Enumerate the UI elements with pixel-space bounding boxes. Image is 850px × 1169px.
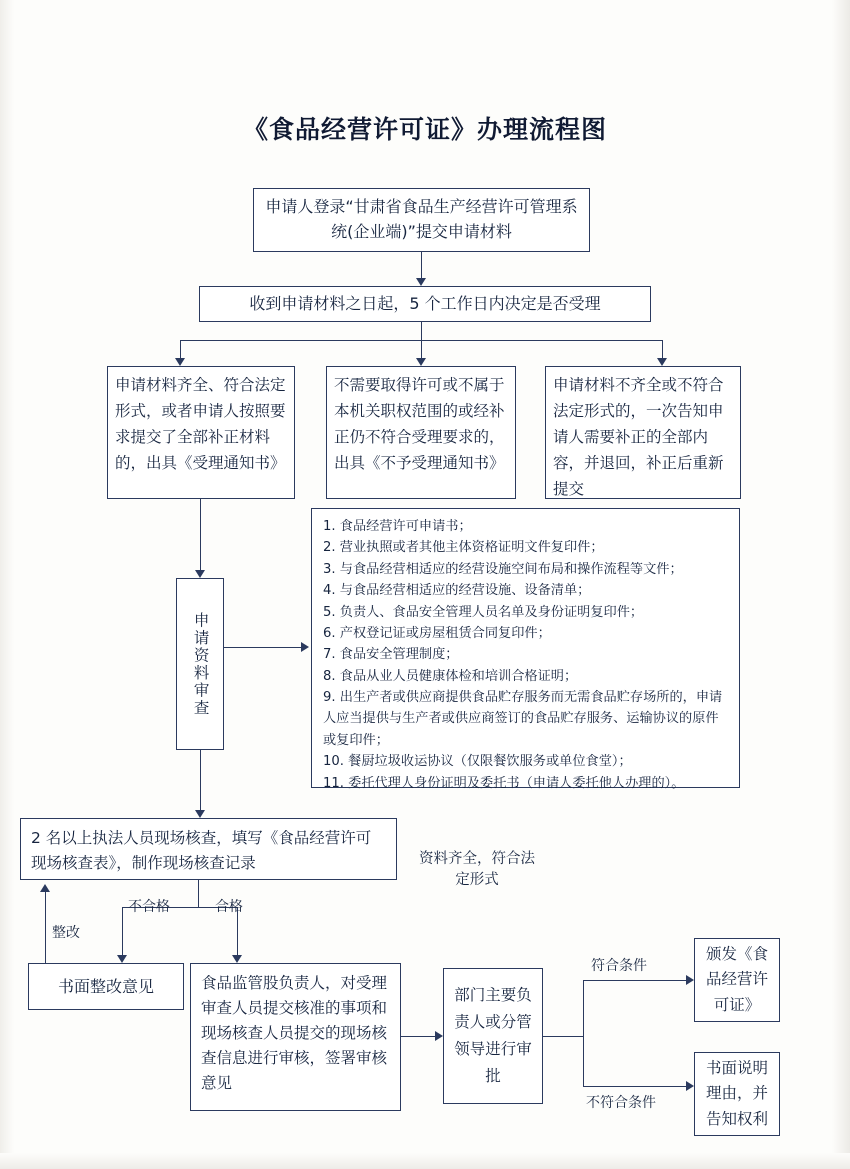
node-onsite-inspection-text: 2 名以上执法人员现场核查，填写《食品经营许可现场核查表》，制作现场核查记录 bbox=[31, 829, 372, 872]
arrowhead-to-accept bbox=[175, 358, 185, 366]
connector-decision-stem bbox=[421, 322, 422, 340]
arrowhead-accept-to-review bbox=[195, 570, 205, 578]
node-supplement-materials-text: 申请材料不齐全或不符合法定形式的，一次告知申请人需要补正的全部内容，并退回，补正后重新提交 bbox=[553, 376, 724, 499]
arrowhead-review-to-materials bbox=[301, 642, 309, 652]
node-submit-application-text: 申请人登录“甘肃省食品生产经营许可管理系统(企业端)”提交申请材料 bbox=[265, 197, 578, 241]
node-acceptance-decision-text: 收到申请材料之日起，5 个工作日内决定是否受理 bbox=[249, 294, 601, 313]
connector-onsite-fail bbox=[122, 907, 123, 959]
connector-leader-bus bbox=[583, 980, 584, 1086]
edge-label-rectify: 整改 bbox=[52, 925, 80, 941]
materials-item: 9. 出生产者或供应商提供食品贮存服务而无需食品贮存场所的，申请人应当提供与生产者或供应商签订的食品贮存服务、运输协议的原件或复印件； bbox=[323, 690, 723, 748]
node-supplement-materials bbox=[545, 366, 741, 499]
connector-leader-to-reason bbox=[583, 1086, 688, 1087]
page-title: 《食品经营许可证》办理流程图 bbox=[242, 115, 607, 144]
materials-item: 4. 与食品经营相适应的经营设施、设备清单； bbox=[323, 583, 591, 599]
arrowhead-supervisor-to-leader bbox=[435, 1031, 443, 1041]
arrowhead-leader-to-reason bbox=[686, 1081, 694, 1091]
materials-item: 7. 食品安全管理制度； bbox=[323, 647, 459, 663]
arrowhead-to-supplement bbox=[657, 358, 667, 366]
arrowhead-to-reject bbox=[416, 358, 426, 366]
materials-item: 11. 委托代理人身份证明及委托书（申请人委托他人办理的）。 bbox=[323, 775, 685, 791]
connector-accept-to-review bbox=[200, 499, 201, 573]
connector-supervisor-to-leader bbox=[401, 1036, 437, 1037]
arrowhead-review-to-onsite bbox=[195, 810, 205, 818]
scan-edge-left bbox=[0, 0, 14, 1169]
edge-label-not-meets-conditions: 不符合条件 bbox=[586, 1095, 656, 1111]
node-issue-license bbox=[694, 938, 780, 1022]
connector-submit-to-decide bbox=[421, 252, 422, 280]
node-reject-acceptance bbox=[326, 366, 516, 499]
connector-rectify-vertical bbox=[45, 892, 46, 970]
materials-item: 3. 与食品经营相适应的经营设施空间布局和操作流程等文件； bbox=[323, 561, 683, 577]
edge-label-pass: 合格 bbox=[215, 899, 243, 915]
node-supervisor-review-text: 食品监管股负责人，对受理审查人员提交核准的事项和现场核查人员提交的现场核查信息进行审核，签署审核意见 bbox=[201, 974, 388, 1093]
edge-label-materials-ok-text: 资料齐全，符合法定形式 bbox=[419, 851, 535, 889]
materials-item: 5. 负责人、食品安全管理人员名单及身份证明复印件； bbox=[323, 604, 644, 620]
connector-leader-to-issue bbox=[583, 980, 688, 981]
node-reject-acceptance-text: 不需要取得许可或不属于本机关职权范围的或经补正仍不符合受理要求的，出具《不予受理通知书》 bbox=[334, 376, 505, 473]
materials-item: 1. 食品经营许可申请书； bbox=[323, 519, 472, 534]
node-accept-materials bbox=[107, 366, 295, 499]
arrowhead-onsite-fail bbox=[117, 955, 127, 963]
materials-item: 8. 食品从业人员健康体检和培训合格证明； bbox=[323, 668, 578, 684]
edge-label-meets-conditions: 符合条件 bbox=[591, 958, 647, 974]
node-written-rectification-text: 书面整改意见 bbox=[57, 976, 154, 996]
arrowhead-rectify-to-onsite bbox=[40, 884, 50, 892]
node-acceptance-decision bbox=[199, 286, 651, 322]
scan-edge-bottom bbox=[0, 1153, 850, 1169]
node-onsite-inspection bbox=[20, 818, 397, 880]
node-written-reason bbox=[694, 1052, 780, 1136]
node-submit-application bbox=[253, 188, 590, 252]
node-materials-list bbox=[311, 508, 740, 791]
scan-edge-right bbox=[832, 0, 850, 1169]
arrowhead-submit-to-decide bbox=[416, 278, 426, 286]
connector-review-to-materials bbox=[224, 647, 303, 648]
connector-leader-stem bbox=[543, 1036, 583, 1037]
node-written-reason-text: 书面说明理由，并告知权利 bbox=[705, 1058, 768, 1128]
materials-item: 2. 营业执照或者其他主体资格证明文件复印件； bbox=[323, 540, 604, 556]
edge-label-fail: 不合格 bbox=[128, 899, 170, 915]
node-material-review bbox=[176, 578, 224, 750]
materials-item: 10. 餐厨垃圾收运协议（仅限餐饮服务或单位食堂）； bbox=[323, 754, 632, 770]
arrowhead-leader-to-issue bbox=[686, 975, 694, 985]
node-leader-approval-text: 部门主要负责人或分管领导进行审批 bbox=[454, 985, 532, 1086]
node-accept-materials-text: 申请材料齐全、符合法定形式，或者申请人按照要求提交了全部补正材料的，出具《受理通知书》 bbox=[115, 376, 286, 473]
node-supervisor-review bbox=[190, 963, 401, 1111]
materials-item: 6. 产权登记证或房屋租赁合同复印件； bbox=[323, 625, 551, 641]
node-issue-license-text: 颁发《食品经营许可证》 bbox=[705, 944, 768, 1014]
node-leader-approval bbox=[443, 968, 543, 1104]
node-material-review-text: 申请资料审查 bbox=[191, 611, 210, 717]
connector-review-to-onsite bbox=[200, 750, 201, 813]
node-written-rectification bbox=[28, 963, 184, 1010]
connector-onsite-stem bbox=[198, 880, 199, 907]
edge-label-materials-ok bbox=[412, 849, 542, 891]
arrowhead-onsite-pass bbox=[232, 955, 242, 963]
